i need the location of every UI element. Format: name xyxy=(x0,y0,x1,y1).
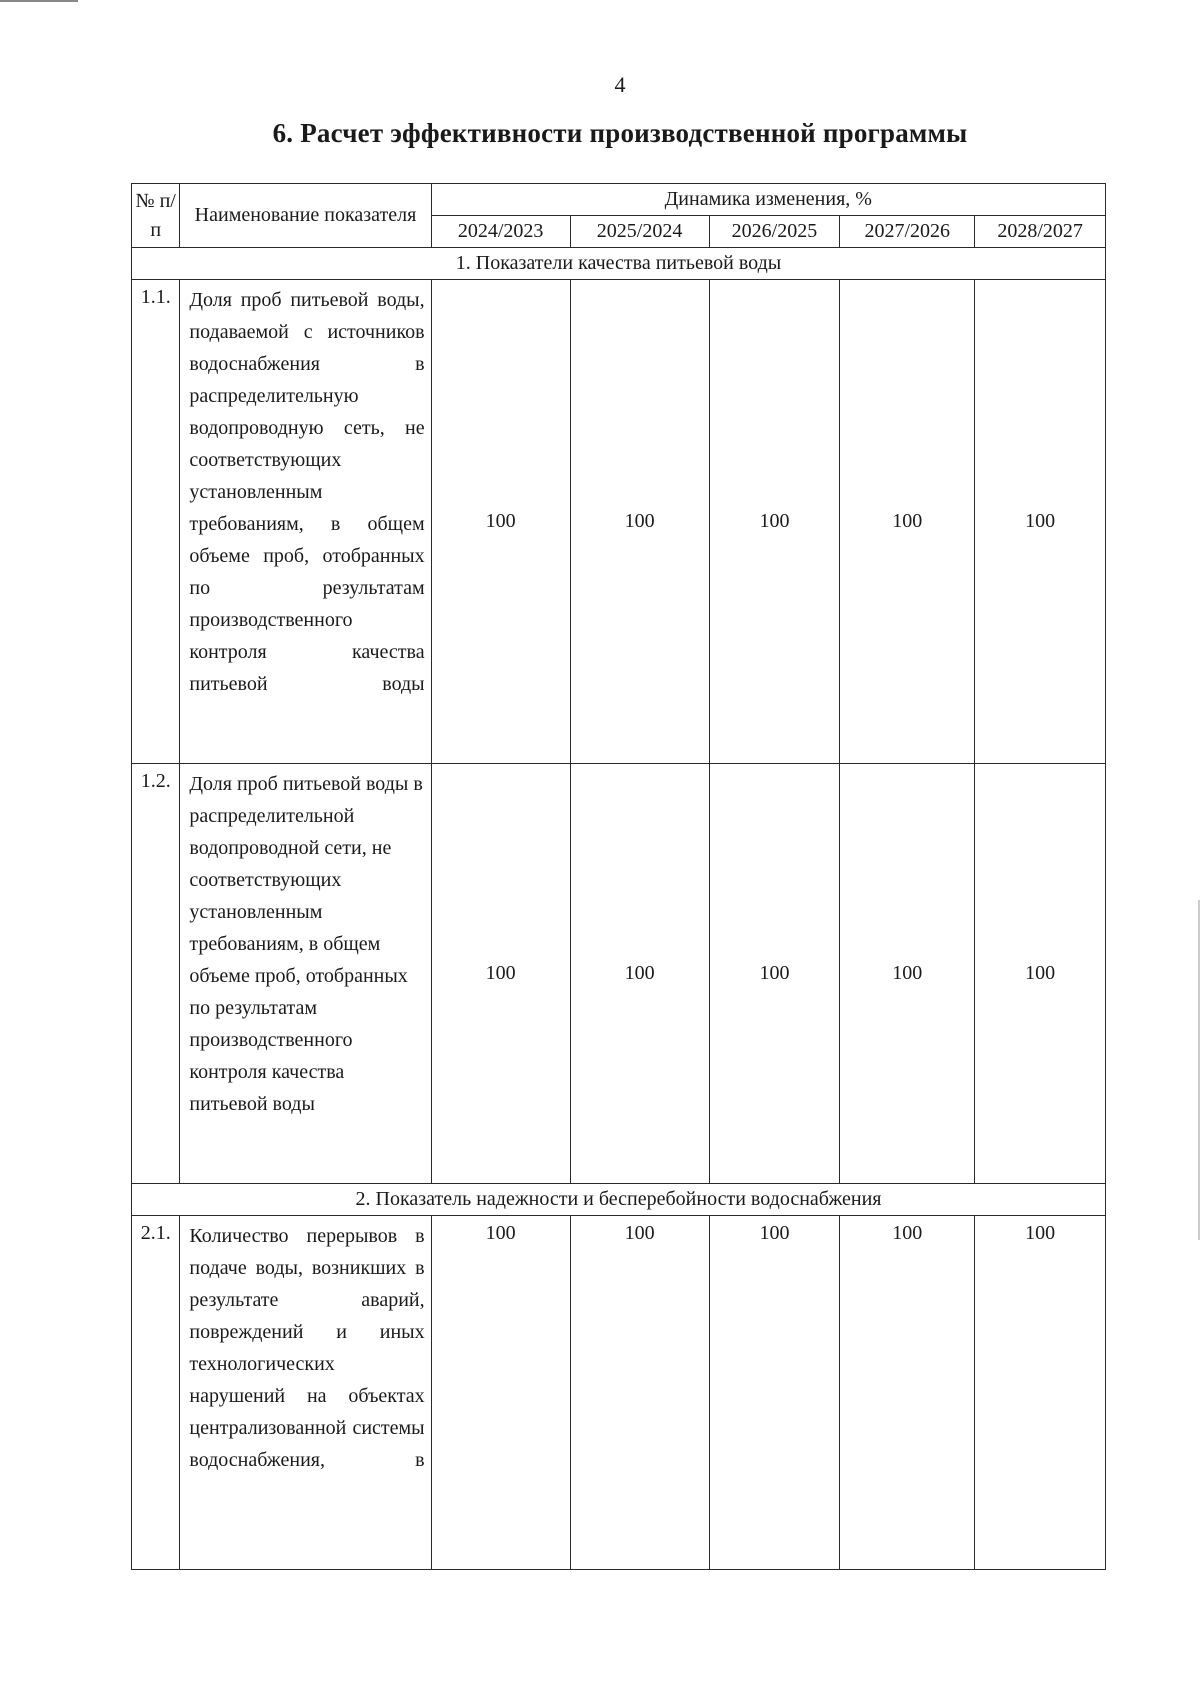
section-row xyxy=(132,248,1106,280)
header-dynamics: Динамика изменения, % xyxy=(431,184,1105,216)
table-row xyxy=(132,1216,1106,1570)
header-period: 2026/2025 xyxy=(709,216,840,248)
header-num: № п/п xyxy=(132,184,180,248)
row-value: 100 xyxy=(840,280,975,764)
row-value: 100 xyxy=(840,1216,975,1570)
row-value: 100 xyxy=(840,764,975,1184)
row-value: 100 xyxy=(570,764,709,1184)
efficiency-table xyxy=(131,183,1106,1570)
table-row xyxy=(132,764,1106,1184)
row-number: 1.2. xyxy=(132,764,180,1184)
row-value: 100 xyxy=(709,280,840,764)
row-value: 100 xyxy=(709,764,840,1184)
row-value: 100 xyxy=(431,280,570,764)
header-period: 2028/2027 xyxy=(975,216,1106,248)
row-value: 100 xyxy=(431,1216,570,1570)
header-period: 2027/2026 xyxy=(840,216,975,248)
page-title: 6. Расчет эффективности производственной программы xyxy=(272,118,968,148)
row-indicator-name: Количество перерывов в подаче воды, возникших в результате аварий, повреждений и иных технологических нарушений на объектах централизованной системы водоснабжения, в xyxy=(180,1216,431,1570)
row-number: 1.1. xyxy=(132,280,180,764)
section-title: 2. Показатель надежности и бесперебойности водоснабжения xyxy=(132,1184,1106,1216)
header-period: 2024/2023 xyxy=(431,216,570,248)
section-row xyxy=(132,1184,1106,1216)
scan-edge-mark xyxy=(0,0,78,2)
row-value: 100 xyxy=(709,1216,840,1570)
row-indicator-name: Доля проб питьевой воды в распределительной водопроводной сети, не соответствующих установленным требованиям, в общем объеме проб, отобранных по результатам производственного контроля качества питьевой воды xyxy=(180,764,431,1184)
row-indicator-name: Доля проб питьевой воды, подаваемой с источников водоснабжения в распределительную водопроводную сеть, не соответствующих установленным требованиям, в общем объеме проб, отобранных по результатам производственного контроля качества питьевой воды xyxy=(180,280,431,764)
table-row xyxy=(132,280,1106,764)
section-title: 1. Показатели качества питьевой воды xyxy=(132,248,1106,280)
row-value: 100 xyxy=(570,280,709,764)
header-period: 2025/2024 xyxy=(570,216,709,248)
header-name: Наименование показателя xyxy=(180,184,431,248)
header-row xyxy=(132,184,1106,216)
row-value: 100 xyxy=(975,1216,1106,1570)
row-value: 100 xyxy=(975,764,1106,1184)
row-value: 100 xyxy=(975,280,1106,764)
row-value: 100 xyxy=(570,1216,709,1570)
page-number: 4 xyxy=(614,72,626,97)
row-value: 100 xyxy=(431,764,570,1184)
row-number: 2.1. xyxy=(132,1216,180,1570)
